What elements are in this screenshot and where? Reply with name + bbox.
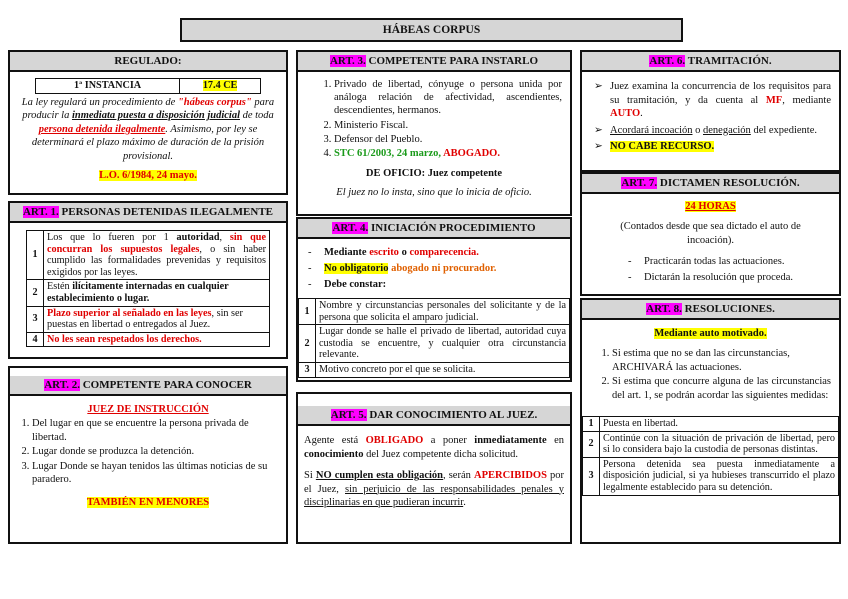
list-item: 2. Ministerio Fiscal. (334, 119, 562, 132)
art3-list (298, 72, 570, 160)
list-item: 1. Privado de libertad, cónyuge o persona unida por análoga relación de afectividad, ascendientes, descendientes, hermanos. (334, 78, 562, 118)
art6-box (580, 50, 841, 172)
list-item: 1. Si estima que no se dan las circunstancias, ARCHIVARÁ las actuaciones. (612, 347, 831, 374)
art7-box (580, 172, 841, 296)
instancia-label: 1ª INSTANCIA (36, 79, 180, 94)
regulado-box (8, 50, 288, 195)
list-item: ➢ Acordará incoación o denegación del expediente. (592, 124, 831, 138)
list-item: 4. STC 61/2003, 24 marzo, ABOGADO. (334, 147, 562, 160)
art8-header: ART. 8. RESOLUCIONES. (582, 300, 839, 320)
art1-box (8, 201, 288, 359)
regulado-description: La ley regulará un procedimiento de "hábeas corpus" para producir la inmediata puesta a disposición judicial de toda persona detenida ilegalmente. Asimismo, por ley se determinará el plazo máximo de duración de la prisión provisional. (21, 96, 275, 162)
art4-table (298, 298, 570, 378)
list-item: - Practicarán todas las actuaciones. (618, 255, 839, 269)
de-oficio-note: El juez no lo insta, sino que lo inicia de oficio. (336, 187, 532, 199)
art4-list (298, 246, 570, 292)
art7-header: ART. 7. DICTAMEN RESOLUCIÓN. (582, 174, 839, 194)
tambien-menores: TAMBIÉN EN MENORES (86, 496, 210, 508)
art6-list (582, 72, 839, 154)
table-row: 1 Puesta en libertad. (583, 417, 839, 432)
art1-header: ART. 1. PERSONAS DETENIDAS ILEGALMENTE (10, 203, 286, 223)
table-row: 2 Estén ilícitamente internadas en cualquier establecimiento o lugar. (27, 280, 270, 306)
art6-header: ART. 6. TRAMITACIÓN. (582, 52, 839, 72)
art1-table (26, 230, 270, 347)
art5-header: ART. 5. DAR CONOCIMIENTO AL JUEZ. (298, 406, 570, 426)
table-row: 4 No les sean respetados los derechos. (27, 332, 270, 347)
table-row: 3 Plazo superior al señalado en las leyes, sin ser puestas en libertad o entregados al Juez. (27, 306, 270, 332)
list-item: - No obligatorio abogado ni procurador. (298, 262, 570, 276)
de-oficio: DE OFICIO: Juez competente (365, 168, 503, 180)
list-item: - Dictarán la resolución que proceda. (618, 271, 839, 285)
list-item: ➢ NO CABE RECURSO. (592, 140, 831, 154)
art7-note: (Contados desde que sea dictado el auto de incoación). (620, 221, 801, 246)
art2-list (10, 417, 286, 487)
juez-instruccion: JUEZ DE INSTRUCCIÓN (87, 404, 209, 415)
auto-motivado: Mediante auto motivado. (654, 328, 767, 339)
lo-reference: L.O. 6/1984, 24 mayo. (99, 170, 197, 182)
art4-header: ART. 4. INICIACIÓN PROCEDIMIENTO (298, 219, 570, 239)
table-row: 1 Los que lo fueren por 1 autoridad, sin que concurran los supuestos legales, o sin haber cumplido las formalidades prevenidas y requisitos exigidos por las leyes. (27, 231, 270, 280)
art7-list (582, 255, 839, 284)
instancia-ref: 17.4 CE (180, 79, 261, 94)
list-item: 2. Lugar donde se produzca la detención. (32, 445, 278, 459)
list-item: - Mediante escrito o comparecencia. (298, 246, 570, 260)
table-row: 3 Persona detenida sea puesta inmediatamente a disposición judicial, si ya hubieses transcurrido el plazo legalmente establecido para su detención. (583, 457, 839, 495)
table-row: 2 Continúe con la situación de privación de libertad, pero si lo considera bajo la custodia de personas distintas. (583, 431, 839, 457)
list-item: 3. Lugar Donde se hayan tenidos las últimas noticias de su paradero. (32, 460, 278, 487)
art5-box (296, 392, 572, 544)
art8-table (582, 416, 839, 496)
regulado-header: REGULADO: (10, 52, 286, 72)
veinticuatro-horas: 24 HORAS (685, 201, 736, 212)
table-row: 1 Nombre y circunstancias personales del solicitante y de la persona que solicita el amparo judicial. (299, 299, 570, 325)
list-item: - Debe constar: (298, 278, 570, 292)
art3-box (296, 50, 572, 216)
table-row: 2 Lugar donde se halle el privado de libertad, autoridad cuya custodia se encuentre, y cualquier otra circunstancia relevante. (299, 325, 570, 363)
list-item: 2. Si estima que concurre alguna de las circunstancias del art. 1, se podrán acordar las siguientes medidas: (612, 375, 831, 402)
table-row: 3 Motivo concreto por el que se solicita. (299, 362, 570, 377)
art4-box (296, 217, 572, 382)
art5-paragraph-2: Si NO cumplen esta obligación, serán APERCIBIDOS por el Juez, sin perjuicio de las responsabilidades penales y disciplinarias en que pudieran incurrir. (304, 470, 565, 508)
art3-header: ART. 3. COMPETENTE PARA INSTARLO (298, 52, 570, 72)
instancia-table (35, 78, 261, 94)
list-item: 3. Defensor del Pueblo. (334, 133, 562, 146)
art8-list (582, 339, 839, 402)
art2-box (8, 366, 288, 544)
art8-box (580, 298, 841, 544)
page-title: HÁBEAS CORPUS (180, 18, 683, 42)
list-item: ➢ Juez examina la concurrencia de los requisitos para su tramitación, y da cuenta al MF, mediante AUTO. (592, 80, 831, 121)
list-item: 1. Del lugar en que se encuentre la persona privada de libertad. (32, 417, 278, 444)
art2-header: ART. 2. COMPETENTE PARA CONOCER (10, 376, 286, 396)
art5-paragraph-1: Agente está OBLIGADO a poner inmediatamente en conocimiento del Juez competente dicha solicitud. (304, 435, 564, 460)
